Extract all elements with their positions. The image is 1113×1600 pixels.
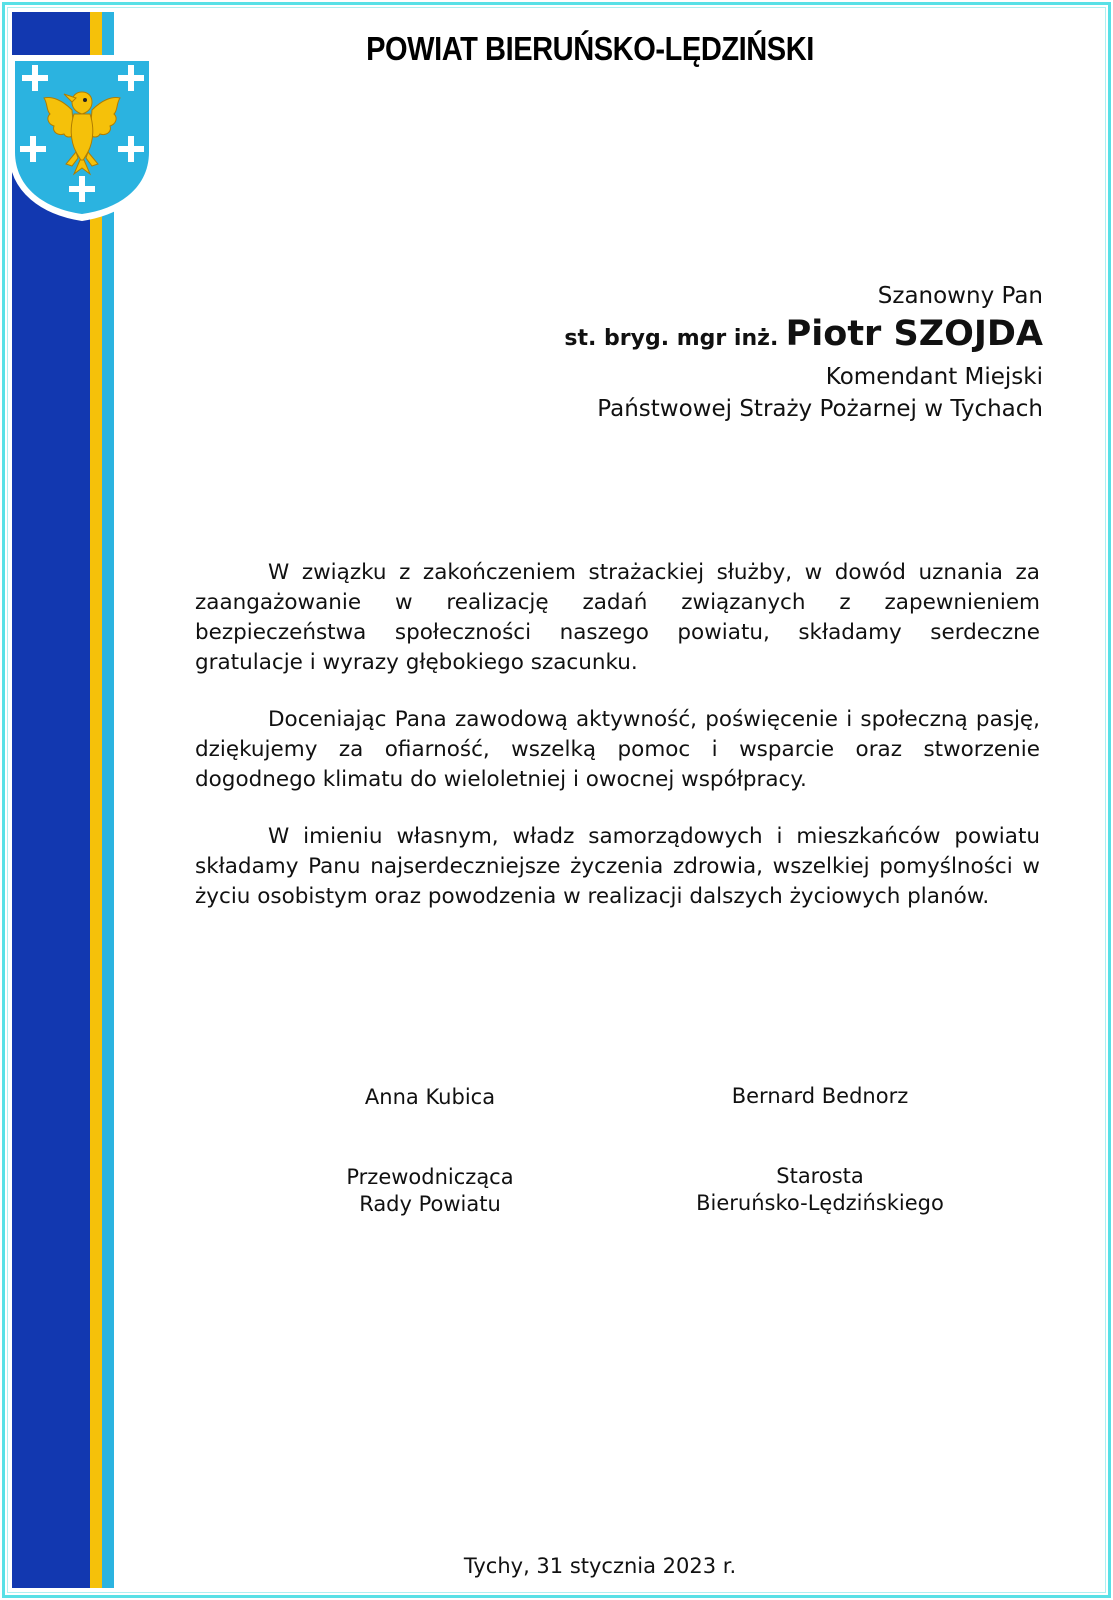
signatory-title [670, 1163, 970, 1217]
signatory-title-line: Starosta [776, 1164, 864, 1188]
addressee-rank: st. bryg. mgr inż. [564, 326, 779, 351]
addressee-salutation: Szanowny Pan [877, 283, 1043, 309]
signatory-title-line: Przewodnicząca [346, 1165, 514, 1189]
side-stripe-cyan [102, 12, 114, 1588]
addressee-position: Komendant Miejski [825, 364, 1043, 390]
coat-of-arms-icon [6, 52, 158, 224]
side-stripe-yellow [90, 12, 102, 1588]
signatory-name: Bernard Bednorz [731, 1084, 909, 1108]
body-paragraph: Doceniając Pana zawodową aktywność, poświęcenie i społeczną pasję, dziękujemy za ofiarność, wszelką pomoc i wsparcie oraz stworzenie dogodnego klimatu do wieloletniej i owocnej współpracy. [195, 707, 1040, 792]
document-header-title: POWIAT BIERUŃSKO-LĘDZIŃSKI [366, 30, 814, 67]
signatory-title-line: Bieruńsko-Lędzińskiego [696, 1191, 944, 1215]
letter-body [195, 558, 1040, 939]
signatory-name: Anna Kubica [364, 1085, 496, 1109]
addressee-name-line [343, 312, 1043, 361]
addressee-institution: Państwowej Straży Pożarnej w Tychach [597, 396, 1043, 422]
addressee-block [343, 280, 1043, 425]
side-stripe-blue [12, 12, 90, 1588]
body-paragraph: W związku z zakończeniem strażackiej służby, w dowód uznania za zaangażowanie w realizację zadań związanych z zapewnieniem bezpieczeństwa społeczności naszego powiatu, składamy serdeczne gratulacje i wyrazy głębokiego szacunku. [195, 560, 1040, 675]
place-and-date: Tychy, 31 stycznia 2023 r. [463, 1554, 737, 1578]
signature-block-left [300, 1084, 560, 1218]
signatory-title [300, 1164, 560, 1218]
signature-block-right [670, 1083, 970, 1217]
addressee-name: Piotr SZOJDA [785, 314, 1043, 354]
body-paragraph: W imieniu własnym, władz samorządowych i mieszkańców powiatu składamy Panu najserdeczniejsze życzenia zdrowia, wszelkiej pomyślności w życiu osobistym oraz powodzenia w realizacji dalszych życiowych planów. [195, 824, 1040, 909]
signatory-title-line: Rady Powiatu [359, 1192, 501, 1216]
